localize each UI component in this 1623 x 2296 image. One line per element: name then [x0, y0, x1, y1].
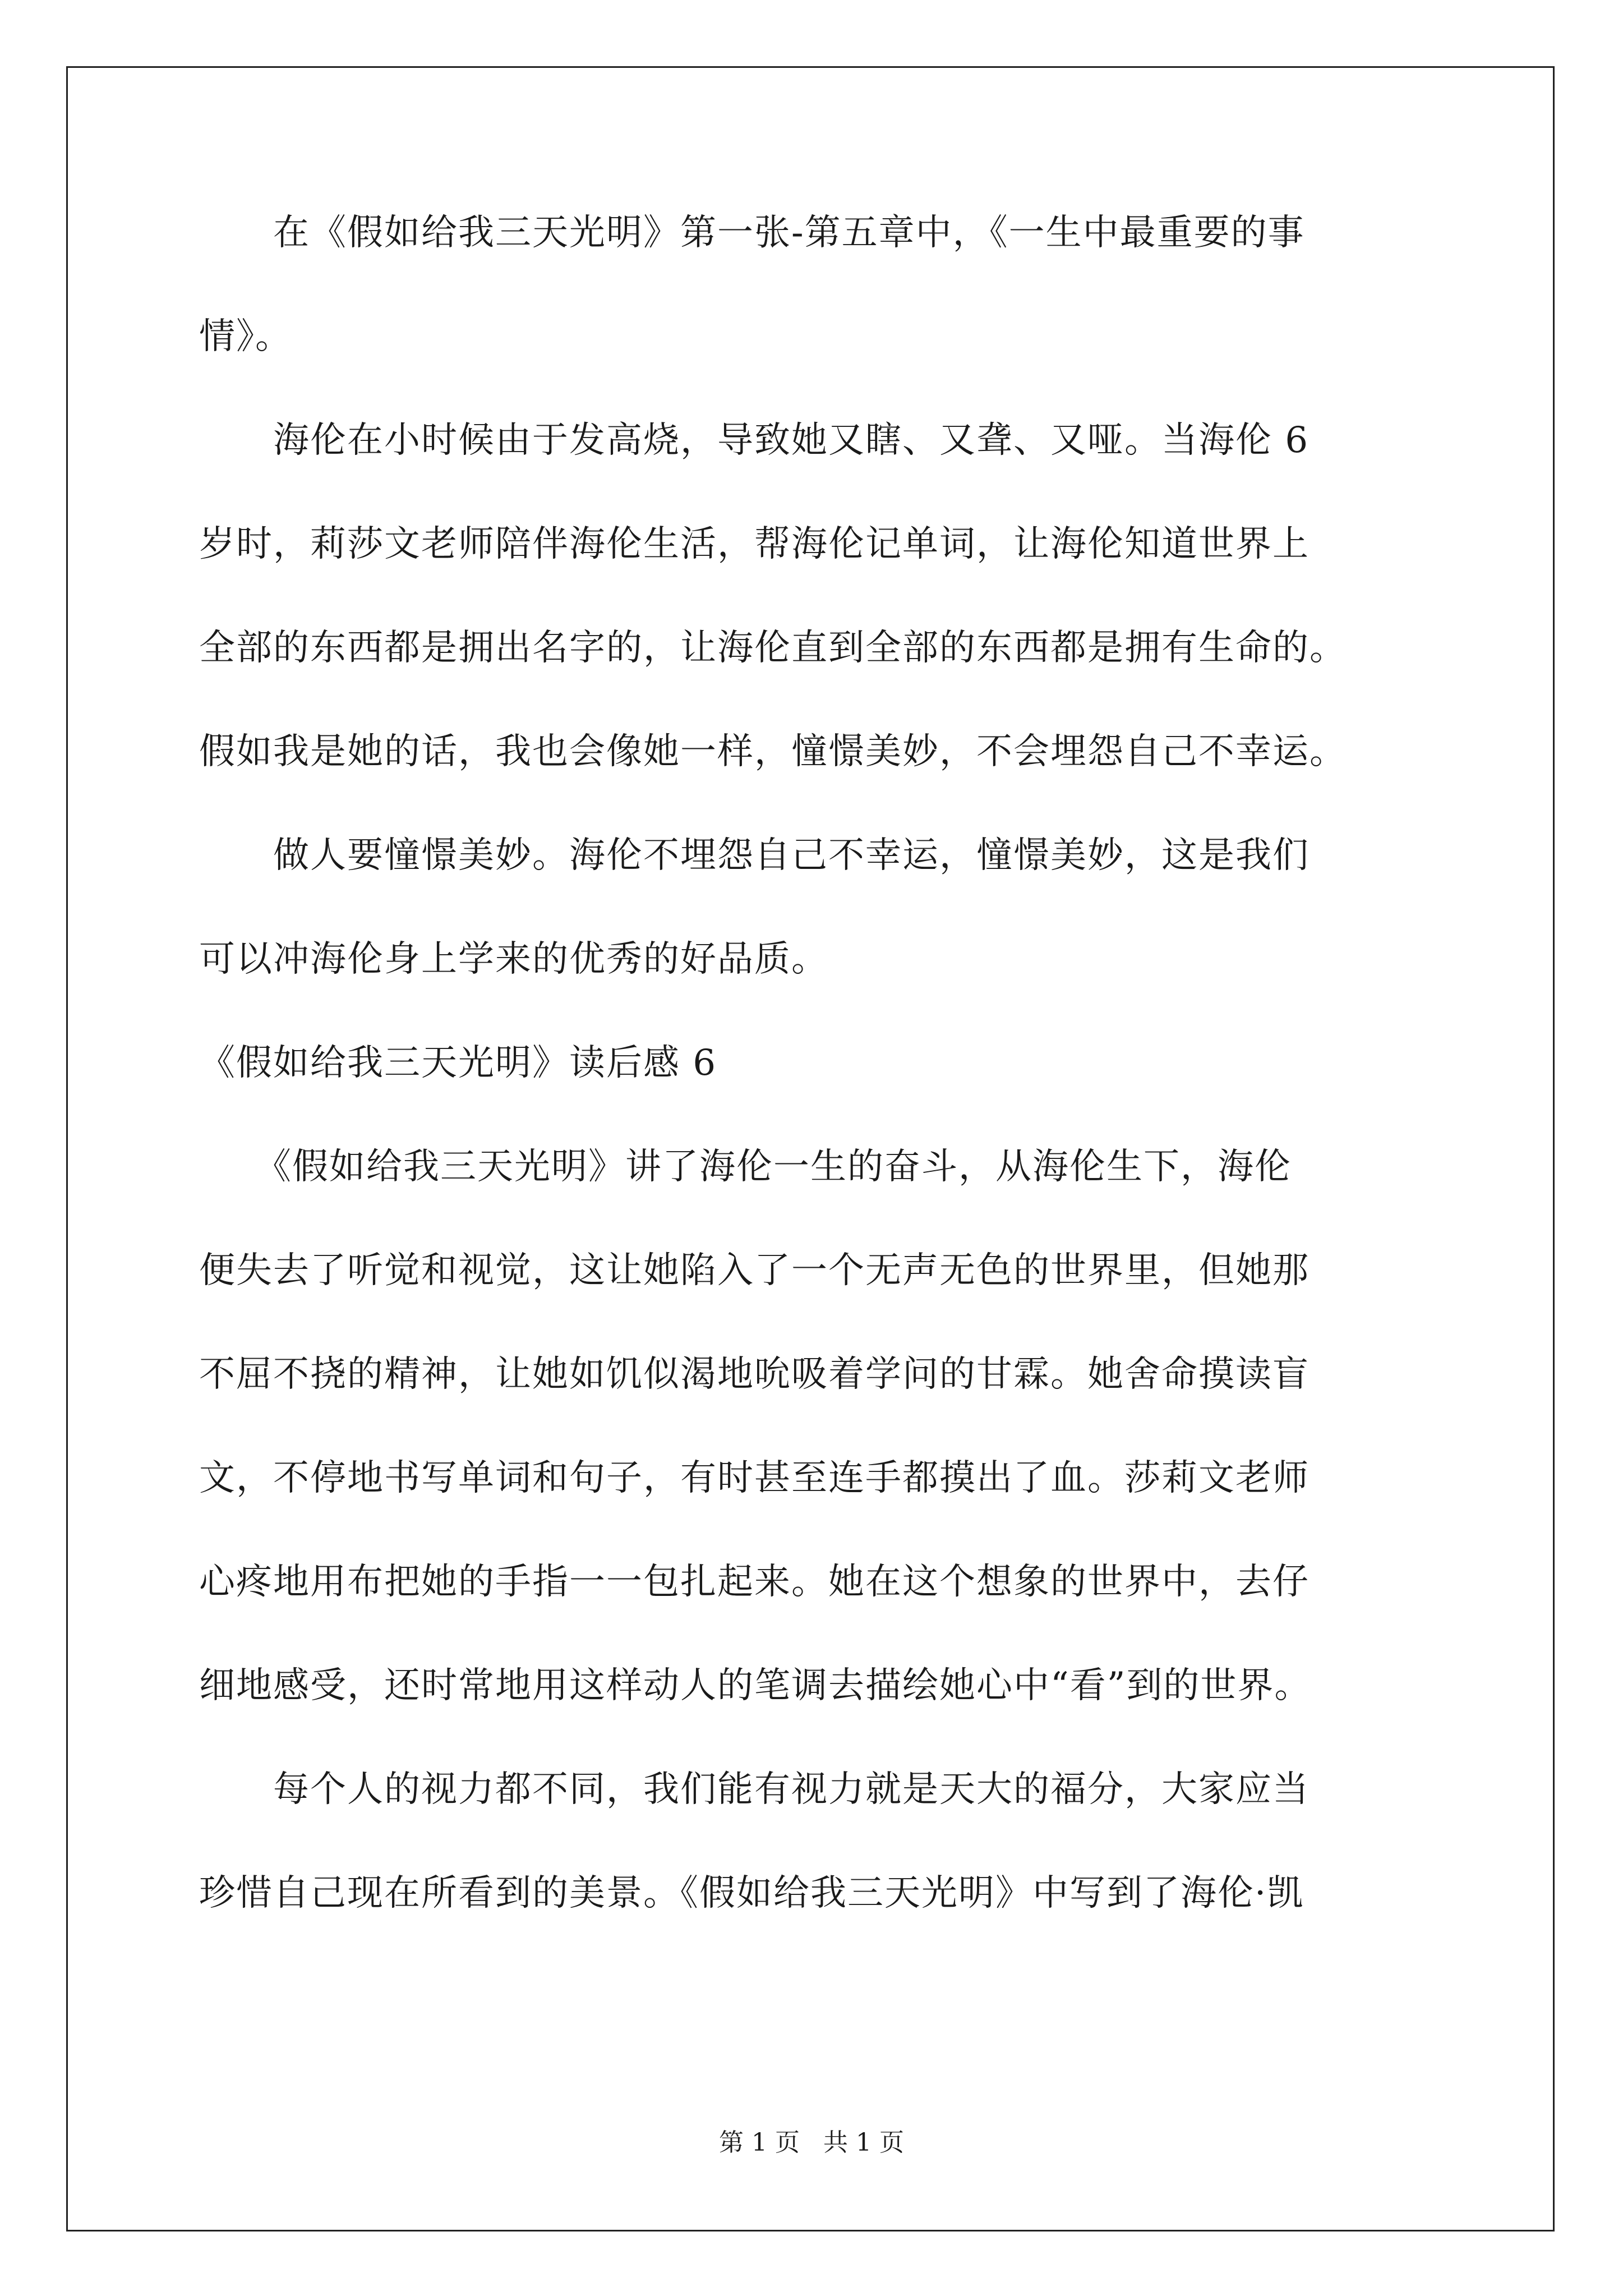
page-number: 第 1 页 — [719, 2128, 800, 2157]
text-line: 假如我是她的话，我也会像她一样，憧憬美妙，不会埋怨自己不幸运。 — [199, 731, 1347, 772]
text-line: 岁时，莉莎文老师陪伴海伦生活，帮海伦记单词，让海伦知道世界上 — [199, 523, 1310, 565]
text-line: 心疼地用布把她的手指一一包扎起来。她在这个想象的世界中，去仔 — [199, 1561, 1310, 1603]
text-line: 《假如给我三天光明》讲了海伦一生的奋斗，从海伦生下，海伦 — [199, 1146, 1292, 1188]
text-line: 每个人的视力都不同，我们能有视力就是天大的福分，大家应当 — [199, 1769, 1310, 1810]
text-line: 全部的东西都是拥出名字的，让海伦直到全部的东西都是拥有生命的。 — [199, 627, 1347, 669]
text-line: 做人要憧憬美妙。海伦不埋怨自己不幸运，憧憬美妙，这是我们 — [199, 835, 1310, 876]
page-total: 共 1 页 — [823, 2128, 904, 2157]
text-line: 珍惜自己现在所看到的美景。《假如给我三天光明》中写到了海伦·凯 — [199, 1872, 1304, 1914]
text-line: 细地感受，还时常地用这样动人的笔调去描绘她心中“看”到的世界。 — [199, 1665, 1312, 1706]
section-heading: 《假如给我三天光明》读后感 6 — [199, 1042, 717, 1084]
text-line: 在《假如给我三天光明》第一张-第五章中，《一生中最重要的事 — [199, 212, 1305, 254]
text-line: 可以冲海伦身上学来的优秀的好品质。 — [199, 938, 828, 980]
text-line: 情》。 — [199, 316, 292, 357]
page-footer — [0, 2126, 1623, 2160]
text-line: 文，不停地书写单词和句子，有时甚至连手都摸出了血。莎莉文老师 — [199, 1457, 1310, 1499]
text-line: 便失去了听觉和视觉，这让她陷入了一个无声无色的世界里，但她那 — [199, 1250, 1310, 1291]
text-line: 不屈不挠的精神，让她如饥似渴地吮吸着学问的甘霖。她舍命摸读盲 — [199, 1354, 1310, 1395]
text-line: 海伦在小时候由于发高烧，导致她又瞎、又聋、又哑。当海伦 6 — [199, 420, 1310, 461]
